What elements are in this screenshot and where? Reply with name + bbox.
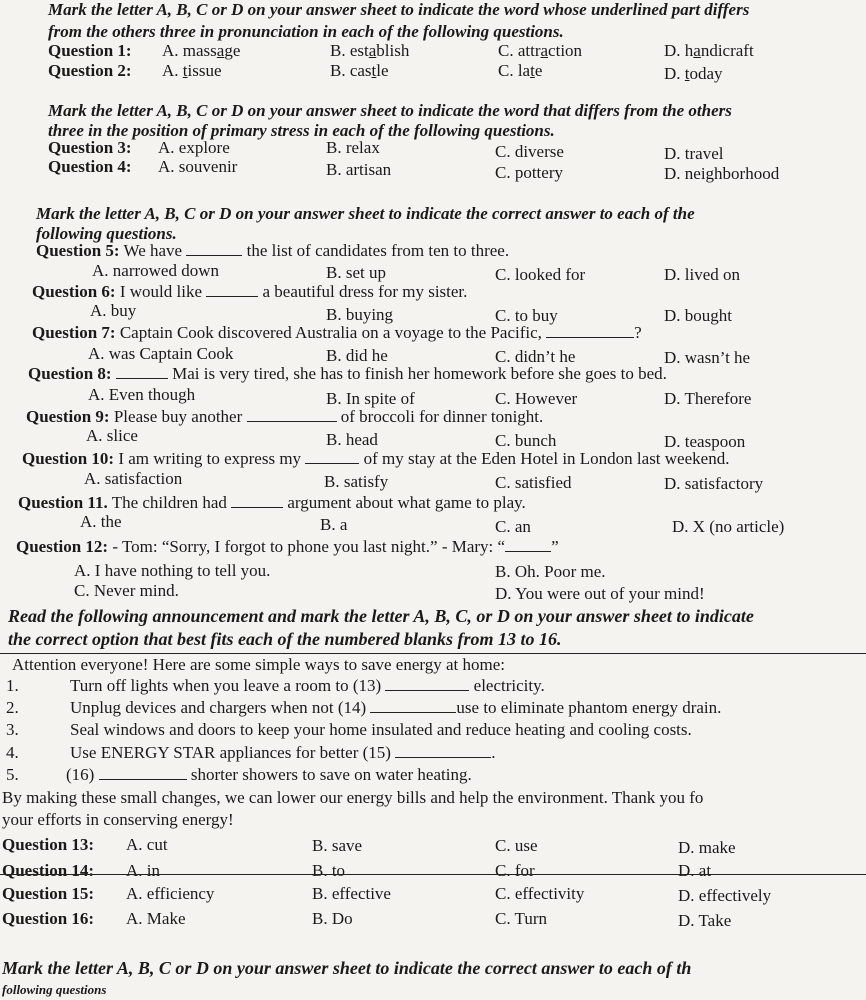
question-6-stem: Question 6: I would like a beautiful dress for my sister. (32, 282, 468, 301)
question-6-option-c: C. to buy (495, 306, 558, 325)
announcement-item-4: Use ENERGY STAR appliances for better (15) . (70, 743, 496, 762)
question-12-option-d: D. You were out of your mind! (495, 584, 705, 603)
section2-instruction-line1: Mark the letter A, B, C or D on your answer sheet to indicate the word that differs from the others (48, 101, 732, 120)
question-8-option-b: B. In spite of (326, 389, 415, 408)
question-1-option-a: A. massage (162, 41, 241, 60)
announcement-item-5: (16) shorter showers to save on water heating. (66, 765, 472, 784)
question-2-option-a: A. tissue (162, 61, 222, 80)
question-3-label: Question 3: (48, 138, 132, 157)
question-15-option-a: A. efficiency (126, 884, 215, 903)
question-5-option-c: C. looked for (495, 265, 586, 284)
question-10-option-d: D. satisfactory (664, 474, 764, 493)
announcement-item-1-number: 1. (6, 676, 19, 695)
question-13-option-b: B. save (312, 836, 363, 855)
question-8-option-a: A. Even though (88, 385, 196, 404)
question-2-option-b: B. castle (330, 61, 389, 80)
question-11-stem: Question 11. The children had argument about what game to play. (18, 493, 526, 512)
question-16-option-c: C. Turn (495, 909, 547, 928)
announcement-closing-line2: your efforts in conserving energy! (2, 810, 234, 829)
question-15-option-c: C. effectivity (495, 884, 585, 903)
question-10-option-b: B. satisfy (324, 472, 389, 491)
question-7-option-c: C. didn’t he (495, 347, 576, 366)
question-9-option-a: A. slice (86, 426, 138, 445)
announcement-item-5-number: 5. (6, 765, 19, 784)
question-12-option-a: A. I have nothing to tell you. (74, 561, 271, 580)
question-9-option-b: B. head (326, 430, 378, 449)
question-3-option-c: C. diverse (495, 142, 564, 161)
section2-instruction-line2: three in the position of primary stress in each of the following questions. (48, 121, 555, 140)
question-5-stem: Question 5: We have the list of candidates from ten to three. (36, 241, 510, 260)
question-9-stem: Question 9: Please buy another of broccoli for dinner tonight. (26, 407, 544, 426)
section5-instruction-line1: Mark the letter A, B, C or D on your answer sheet to indicate the correct answer to each of th (2, 958, 692, 978)
question-14-option-c: C. for (495, 861, 535, 880)
question-1-option-b: B. establish (330, 41, 410, 60)
question-10-stem: Question 10: I am writing to express my of my stay at the Eden Hotel in London last weekend. (22, 449, 730, 468)
question-1-label: Question 1: (48, 41, 132, 60)
announcement-top-rule (0, 653, 866, 654)
announcement-item-3: Seal windows and doors to keep your home insulated and reduce heating and cooling costs. (70, 720, 692, 739)
question-10-option-c: C. satisfied (495, 473, 572, 492)
question-4-option-a: A. souvenir (158, 157, 238, 176)
question-14-option-b: B. to (312, 861, 346, 880)
question-10-option-a: A. satisfaction (84, 469, 183, 488)
announcement-closing-line1: By making these small changes, we can lower our energy bills and help the environment. Thank you fo (2, 788, 704, 807)
announcement-intro: Attention everyone! Here are some simple ways to save energy at home: (12, 655, 505, 674)
question-5-option-a: A. narrowed down (92, 261, 219, 280)
question-14-label: Question 14: (2, 861, 95, 880)
question-2-option-d: D. today (664, 64, 723, 83)
question-8-option-c: C. However (495, 389, 578, 408)
question-3-option-d: D. travel (664, 144, 724, 163)
question-7-option-b: B. did he (326, 346, 388, 365)
question-8-stem: Question 8: Mai is very tired, she has to finish her homework before she goes to bed. (28, 364, 667, 383)
question-12-option-b: B. Oh. Poor me. (495, 562, 606, 581)
question-3-option-b: B. relax (326, 138, 380, 157)
announcement-item-3-number: 3. (6, 720, 19, 739)
question-2-option-c: C. late (498, 61, 543, 80)
question-11-option-b: B. a (320, 515, 348, 534)
section1-instruction-line1: Mark the letter A, B, C or D on your answer sheet to indicate the word whose underlined part differs (48, 0, 750, 19)
question-6-option-b: B. buying (326, 305, 394, 324)
question-4-option-b: B. artisan (326, 160, 392, 179)
question-3-option-a: A. explore (158, 138, 230, 157)
question-12-option-c: C. Never mind. (74, 581, 179, 600)
announcement-item-1: Turn off lights when you leave a room to (13) electricity. (70, 676, 545, 695)
question-14-option-d: D. at (678, 861, 712, 880)
question-14-option-a: A. in (126, 861, 160, 880)
question-15-option-b: B. effective (312, 884, 391, 903)
question-7-stem: Question 7: Captain Cook discovered Australia on a voyage to the Pacific, ? (32, 323, 642, 342)
question-1-option-d: D. handicraft (664, 41, 754, 60)
section5-instruction-line2: following questions (2, 982, 107, 997)
question-13-option-c: C. use (495, 836, 538, 855)
question-13-option-d: D. make (678, 838, 736, 857)
question-13-label: Question 13: (2, 835, 95, 854)
question-8-option-d: D. Therefore (664, 389, 752, 408)
question-6-option-a: A. buy (90, 301, 137, 320)
question-16-option-b: B. Do (312, 909, 353, 928)
section4-instruction-line1: Read the following announcement and mark the letter A, B, C, or D on your answer sheet to indicate (8, 606, 754, 626)
question-5-option-b: B. set up (326, 263, 386, 282)
question-4-option-d: D. neighborhood (664, 164, 780, 183)
question-13-option-a: A. cut (126, 835, 168, 854)
question-16-option-d: D. Take (678, 911, 732, 930)
question-11-option-a: A. the (80, 512, 122, 531)
announcement-item-4-number: 4. (6, 743, 19, 762)
section4-instruction-line2: the correct option that best fits each of the numbered blanks from 13 to 16. (8, 629, 562, 649)
question-11-option-c: C. an (495, 517, 531, 536)
announcement-item-2-number: 2. (6, 698, 19, 717)
question-7-option-a: A. was Captain Cook (88, 344, 234, 363)
question-15-option-d: D. effectively (678, 886, 772, 905)
question-4-label: Question 4: (48, 157, 132, 176)
question-9-option-c: C. bunch (495, 431, 557, 450)
question-14-strikethrough (0, 874, 866, 875)
announcement-item-2: Unplug devices and chargers when not (14) use to eliminate phantom energy drain. (70, 698, 722, 717)
section3-instruction-line2: following questions. (36, 224, 177, 243)
question-1-option-c: C. attraction (498, 41, 583, 60)
question-16-option-a: A. Make (126, 909, 186, 928)
question-6-option-d: D. bought (664, 306, 732, 325)
section1-instruction-line2: from the others three in pronunciation in each of the following questions. (48, 22, 564, 41)
question-2-label: Question 2: (48, 61, 132, 80)
question-9-option-d: D. teaspoon (664, 432, 746, 451)
question-12-stem: Question 12: - Tom: “Sorry, I forgot to phone you last night.” - Mary: “ ” (16, 537, 559, 556)
question-7-option-d: D. wasn’t he (664, 348, 751, 367)
question-5-option-d: D. lived on (664, 265, 741, 284)
question-15-label: Question 15: (2, 884, 95, 903)
question-11-option-d: D. X (no article) (672, 517, 785, 536)
question-16-label: Question 16: (2, 909, 95, 928)
section3-instruction-line1: Mark the letter A, B, C or D on your answer sheet to indicate the correct answer to each of the (36, 204, 695, 223)
question-4-option-c: C. pottery (495, 163, 563, 182)
